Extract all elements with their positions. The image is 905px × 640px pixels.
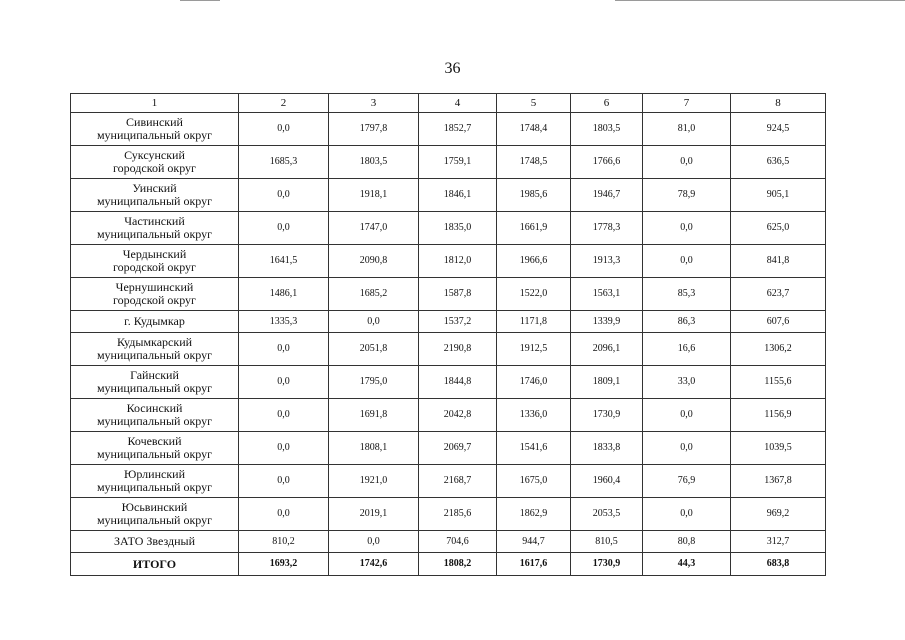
cell-col-3: 1808,1 [329, 432, 419, 465]
cell-col-8: 1155,6 [731, 366, 826, 399]
row-name [71, 333, 239, 366]
cell-col-6: 1339,9 [571, 311, 643, 333]
cell-col-2: 0,0 [239, 399, 329, 432]
row-name-line: муниципальный округ [96, 447, 213, 461]
cell-col-7: 33,0 [643, 366, 731, 399]
cell-col-3: 1685,2 [329, 278, 419, 311]
cell-col-5: 1912,5 [497, 333, 571, 366]
row-name-line: Косинский [126, 401, 183, 415]
column-header-6: 6 [571, 94, 643, 113]
page-number: 36 [444, 60, 461, 77]
cell-col-8: 1367,8 [731, 465, 826, 498]
column-header-8: 8 [731, 94, 826, 113]
cell-col-8: 636,5 [731, 146, 826, 179]
cell-col-7: 81,0 [643, 113, 731, 146]
cell-col-6: 2096,1 [571, 333, 643, 366]
row-name-line: городской округ [113, 161, 196, 175]
cell-col-3: 1921,0 [329, 465, 419, 498]
cell-col-8: 625,0 [731, 212, 826, 245]
column-header-7: 7 [643, 94, 731, 113]
row-name [71, 432, 239, 465]
row-name [71, 113, 239, 146]
cell-col-4: 1852,7 [419, 113, 497, 146]
cell-col-6: 2053,5 [571, 498, 643, 531]
table-row [71, 212, 826, 245]
row-name-line: ЗАТО Звездный [113, 534, 196, 548]
cell-col-2: 0,0 [239, 366, 329, 399]
cell-col-5: 1748,5 [497, 146, 571, 179]
cell-col-5: 1541,6 [497, 432, 571, 465]
cell-col-6: 1730,9 [571, 399, 643, 432]
cell-col-2: 0,0 [239, 113, 329, 146]
cell-col-5: 1862,9 [497, 498, 571, 531]
row-name [71, 179, 239, 212]
row-name [71, 553, 239, 576]
table-row [71, 245, 826, 278]
cell-col-3: 0,0 [329, 531, 419, 553]
cell-col-7: 0,0 [643, 245, 731, 278]
cell-col-7: 86,3 [643, 311, 731, 333]
cell-col-4: 704,6 [419, 531, 497, 553]
cell-col-7: 0,0 [643, 498, 731, 531]
cell-col-3: 1797,8 [329, 113, 419, 146]
row-name [71, 245, 239, 278]
row-name-line: муниципальный округ [96, 480, 213, 494]
cell-col-5: 1661,9 [497, 212, 571, 245]
cell-col-4: 1587,8 [419, 278, 497, 311]
cell-col-7: 80,8 [643, 531, 731, 553]
table-row [71, 366, 826, 399]
cell-col-4: 2190,8 [419, 333, 497, 366]
row-name [71, 531, 239, 553]
cell-col-7: 0,0 [643, 146, 731, 179]
cell-col-4: 1846,1 [419, 179, 497, 212]
row-name-line: городской округ [113, 293, 196, 307]
cell-col-7: 0,0 [643, 212, 731, 245]
cell-col-7: 78,9 [643, 179, 731, 212]
cell-col-6: 1766,6 [571, 146, 643, 179]
column-header-2: 2 [239, 94, 329, 113]
row-name-line: Суксунский [124, 148, 185, 162]
cell-col-2: 810,2 [239, 531, 329, 553]
cell-col-7: 76,9 [643, 465, 731, 498]
cell-col-8: 623,7 [731, 278, 826, 311]
cell-col-3: 1803,5 [329, 146, 419, 179]
cell-col-2: 0,0 [239, 498, 329, 531]
cell-col-8: 1306,2 [731, 333, 826, 366]
cell-col-5: 1985,6 [497, 179, 571, 212]
row-name-line: муниципальный округ [96, 348, 213, 362]
cell-col-5: 944,7 [497, 531, 571, 553]
cell-col-5: 1966,6 [497, 245, 571, 278]
cell-col-4: 1835,0 [419, 212, 497, 245]
row-name [71, 212, 239, 245]
cell-col-7: 16,6 [643, 333, 731, 366]
cell-col-2: 1335,3 [239, 311, 329, 333]
cell-col-5: 1746,0 [497, 366, 571, 399]
row-name-line: г. Кудымкар [124, 314, 185, 328]
cell-col-3: 1747,0 [329, 212, 419, 245]
row-name-line: муниципальный округ [96, 227, 213, 241]
cell-col-4: 2185,6 [419, 498, 497, 531]
cell-col-7: 44,3 [643, 553, 731, 576]
table-row [71, 531, 826, 553]
row-name-line: Чернушинский [115, 280, 194, 294]
row-name-line: Кудымкарский [116, 335, 193, 349]
column-header-1: 1 [71, 94, 239, 113]
row-name [71, 366, 239, 399]
cell-col-4: 1808,2 [419, 553, 497, 576]
row-name-line: муниципальный округ [96, 381, 213, 395]
cell-col-5: 1617,6 [497, 553, 571, 576]
row-name [71, 465, 239, 498]
cell-col-4: 1812,0 [419, 245, 497, 278]
cell-col-6: 1833,8 [571, 432, 643, 465]
row-name [71, 311, 239, 333]
row-name [71, 399, 239, 432]
cell-col-4: 1537,2 [419, 311, 497, 333]
row-name-line: Частинский [124, 214, 185, 228]
row-name-line: Юсьвинский [121, 500, 188, 514]
row-name-line: Гайнский [130, 368, 179, 382]
table-row [71, 498, 826, 531]
cell-col-5: 1748,4 [497, 113, 571, 146]
cell-col-6: 1730,9 [571, 553, 643, 576]
cell-col-4: 1759,1 [419, 146, 497, 179]
cell-col-6: 1946,7 [571, 179, 643, 212]
cell-col-8: 683,8 [731, 553, 826, 576]
table-row [71, 311, 826, 333]
total-row [71, 553, 826, 576]
cell-col-3: 1742,6 [329, 553, 419, 576]
cell-col-2: 1486,1 [239, 278, 329, 311]
cell-col-2: 1685,3 [239, 146, 329, 179]
cell-col-7: 85,3 [643, 278, 731, 311]
cell-col-5: 1675,0 [497, 465, 571, 498]
cell-col-2: 1641,5 [239, 245, 329, 278]
cell-col-4: 2042,8 [419, 399, 497, 432]
cell-col-8: 905,1 [731, 179, 826, 212]
row-name-line: городской округ [113, 260, 196, 274]
cell-col-6: 1913,3 [571, 245, 643, 278]
cell-col-5: 1336,0 [497, 399, 571, 432]
cell-col-6: 1960,4 [571, 465, 643, 498]
row-name-line: ИТОГО [132, 556, 177, 571]
row-name-line: Уинский [132, 181, 177, 195]
cell-col-3: 2051,8 [329, 333, 419, 366]
row-name-line: муниципальный округ [96, 513, 213, 527]
cell-col-7: 0,0 [643, 399, 731, 432]
column-header-3: 3 [329, 94, 419, 113]
row-name-line: Кочевский [127, 434, 182, 448]
cell-col-8: 841,8 [731, 245, 826, 278]
cell-col-8: 1156,9 [731, 399, 826, 432]
table-row [71, 465, 826, 498]
cell-col-2: 0,0 [239, 333, 329, 366]
data-table [70, 93, 826, 576]
table-row [71, 333, 826, 366]
cell-col-6: 1809,1 [571, 366, 643, 399]
cell-col-8: 924,5 [731, 113, 826, 146]
cell-col-6: 1803,5 [571, 113, 643, 146]
cell-col-2: 0,0 [239, 212, 329, 245]
header-row [71, 94, 826, 113]
cell-col-8: 607,6 [731, 311, 826, 333]
cell-col-3: 1691,8 [329, 399, 419, 432]
table-row [71, 432, 826, 465]
cell-col-3: 1795,0 [329, 366, 419, 399]
table-row [71, 179, 826, 212]
column-header-4: 4 [419, 94, 497, 113]
row-name-line: муниципальный округ [96, 414, 213, 428]
cell-col-5: 1171,8 [497, 311, 571, 333]
row-name [71, 498, 239, 531]
table-row [71, 113, 826, 146]
table-row [71, 278, 826, 311]
cell-col-2: 0,0 [239, 179, 329, 212]
cell-col-4: 1844,8 [419, 366, 497, 399]
cell-col-8: 1039,5 [731, 432, 826, 465]
cell-col-3: 2019,1 [329, 498, 419, 531]
top-rule-right [615, 0, 905, 1]
row-name [71, 146, 239, 179]
cell-col-4: 2168,7 [419, 465, 497, 498]
row-name-line: муниципальный округ [96, 194, 213, 208]
row-name-line: Юрлинский [123, 467, 185, 481]
cell-col-2: 0,0 [239, 465, 329, 498]
cell-col-7: 0,0 [643, 432, 731, 465]
cell-col-6: 1778,3 [571, 212, 643, 245]
top-rule-left [180, 0, 220, 1]
cell-col-8: 969,2 [731, 498, 826, 531]
cell-col-4: 2069,7 [419, 432, 497, 465]
cell-col-3: 1918,1 [329, 179, 419, 212]
cell-col-3: 0,0 [329, 311, 419, 333]
cell-col-5: 1522,0 [497, 278, 571, 311]
cell-col-2: 1693,2 [239, 553, 329, 576]
table-row [71, 146, 826, 179]
cell-col-6: 1563,1 [571, 278, 643, 311]
row-name-line: муниципальный округ [96, 128, 213, 142]
cell-col-6: 810,5 [571, 531, 643, 553]
cell-col-8: 312,7 [731, 531, 826, 553]
row-name [71, 278, 239, 311]
column-header-5: 5 [497, 94, 571, 113]
table-body [71, 113, 826, 576]
table-row [71, 399, 826, 432]
row-name-line: Чердынский [122, 247, 187, 261]
cell-col-2: 0,0 [239, 432, 329, 465]
row-name-line: Сивинский [126, 115, 183, 129]
cell-col-3: 2090,8 [329, 245, 419, 278]
